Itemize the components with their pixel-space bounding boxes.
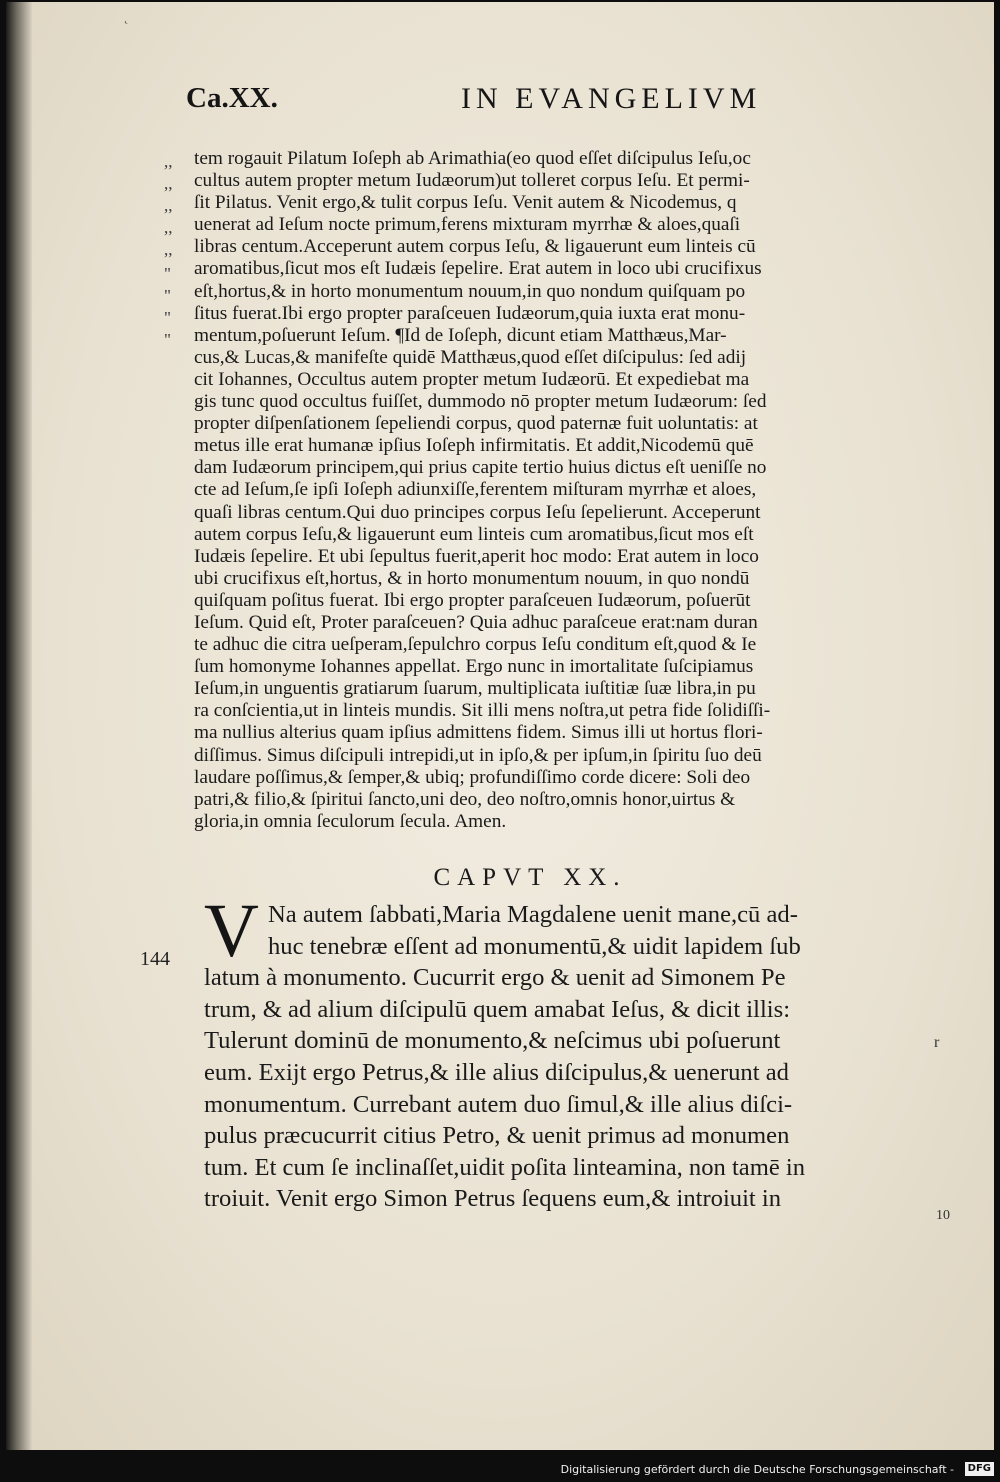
text-line: troiuit. Venit ergo Simon Petrus ſequens eum,& introiuit in — [204, 1185, 782, 1213]
text-line: tum. Et cum ſe inclinaſſet,uidit poſita linteamina, non tamē in — [204, 1153, 806, 1181]
text-line: metus ille erat humanæ ipſius Ioſeph infirmitatis. Et addit,Nicodemū quē — [194, 435, 754, 457]
text-line: ſit Pilatus. Venit ergo,& tulit corpus Ieſu. Venit autem & Nicodemus, q — [194, 192, 737, 214]
text-line: cultus autem propter metum Iudæorum)ut tolleret corpus Ieſu. Et permi- — [194, 170, 750, 192]
text-line: trum, & ad alium diſcipulū quem amabat Ieſus, & dicit illis: — [204, 995, 791, 1023]
quote-mark: " — [164, 264, 171, 283]
quote-mark: " — [164, 286, 171, 305]
quote-mark: " — [164, 308, 171, 327]
catchword-mark: 10 — [936, 1208, 950, 1223]
text-line: uenerat ad Ieſum nocte primum,ferens mixturam myrrhæ & aloes,quaſi — [194, 214, 741, 236]
text-line: ra conſcientia,ut in linteis mundis. Sit illi mens noſtra,ut petra fide ſolidiſſi- — [194, 700, 771, 722]
text-line: Ieſum,in unguentis gratiarum ſuarum, multiplicata iuſtitiæ ſuæ libra,in pu — [194, 678, 756, 700]
text-line: gloria,in omnia ſeculorum ſecula. Amen. — [194, 810, 507, 832]
page-header — [186, 82, 826, 122]
text-line: Tulerunt dominū de monumento,& neſcimus ubi poſuerunt — [204, 1027, 781, 1055]
gospel-text — [204, 889, 944, 1215]
page-number: 144 — [140, 948, 170, 970]
text-line: quiſquam poſitus fuerat. Ibi ergo propter paraſceuen Iudæorum, poſuerūt — [194, 589, 751, 611]
quote-mark: " — [164, 330, 171, 349]
text-line: ubi crucifixus eſt,hortus, & in horto monumentum nouum, in quo nondū — [194, 567, 750, 589]
digitization-footer — [0, 1458, 1000, 1482]
page-gutter-shadow — [6, 2, 32, 1450]
text-line: eum. Exijt ergo Petrus,& ille alius diſcipulus,& uenerunt ad — [204, 1058, 789, 1086]
text-line: cit Iohannes, Occultus autem propter metum Iudæorū. Et expediebat ma — [194, 368, 750, 390]
commentary-text — [194, 148, 934, 833]
text-line: propter diſpenſationem ſepeliendi corpus, quod paternæ fuit uoluntatis: at — [194, 413, 758, 435]
text-line: te adhuc die citra ueſperam,ſepulchro corpus Ieſu conditum eſt,quod & Ie — [194, 634, 757, 656]
text-line: patri,& filio,& ſpiritui ſancto,uni deo, deo noſtro,omnis honor,uirtus & — [194, 788, 736, 810]
text-line: libras centum.Acceperunt autem corpus Ieſu, & ligauerunt eum linteis cū — [194, 236, 756, 258]
text-line: pulus præcucurrit citius Petro, & uenit primus ad monumen — [204, 1122, 790, 1150]
quote-mark: ,, — [164, 174, 173, 193]
text-line: diſſimus. Simus diſcipuli intrepidi,ut in ipſo,& per ipſum,in ſpiritu ſuo deū — [194, 744, 762, 766]
quote-mark: ,, — [164, 152, 173, 171]
text-line: huc tenebræ eſſent ad monumentū,& uidit lapidem ſub — [268, 932, 801, 960]
book-page — [6, 2, 994, 1450]
funding-credit: Digitalisierung gefördert durch die Deutsche Forschungsgemeinschaft - — [560, 1463, 954, 1476]
text-line: laudare poſſimus,& ſemper,& ubiq; profundiſſimo corde dicere: Soli deo — [194, 766, 751, 788]
text-line: aromatibus,ſicut mos eſt Iudæis ſepelire. Erat autem in loco ubi crucifixus — [194, 258, 762, 280]
text-line: Ieſum. Quid eſt, Proter paraſceuen? Quia adhuc paraſceue erat:nam duran — [194, 611, 758, 633]
text-line: gis tunc quod occultus fuiſſet, dummodo nō propter metum Iudæorum: ſed — [194, 391, 767, 413]
text-line: autem corpus Ieſu,& ligauerunt eum linteis cum aromatibus,ſicut mos eſt — [194, 523, 754, 545]
chapter-signature: Ca.XX. — [186, 82, 278, 114]
text-line: cus,& Lucas,& manifeſte quidē Matthæus,quod eſſet diſcipulus: ſed adij — [194, 346, 747, 368]
chapter-heading: CAPVT XX. — [433, 864, 627, 891]
text-line: dam Iudæorum principem,qui prius capite tertio huius dictus eſt ueniſſe no — [194, 457, 767, 479]
text-line: eſt,hortus,& in horto monumentum nouum,in quo nondum quiſquam po — [194, 280, 746, 302]
text-line: mentum,poſuerunt Ieſum. ¶Id de Ioſeph, dicunt etiam Matthæus,Mar- — [194, 324, 727, 346]
text-line: Iudæis ſepelire. Et ubi ſepultus fuerit,aperit hoc modo: Erat autem in loco — [194, 545, 759, 567]
text-line: latum à monumento. Cucurrit ergo & uenit ad Simonem Pe — [204, 964, 786, 992]
running-title: IN EVANGELIVM — [461, 82, 762, 115]
text-line: Na autem ſabbati,Maria Magdalene uenit mane,cū ad- — [268, 901, 798, 928]
text-line: quaſi libras centum.Qui duo principes corpus Ieſu ſepelierunt. Acceperunt — [194, 501, 761, 523]
quote-mark: ,, — [164, 240, 173, 259]
text-line: monumentum. Currebant autem duo ſimul,& ille alius diſci- — [204, 1090, 793, 1118]
quote-mark: ,, — [164, 218, 173, 237]
right-margin-mark: r — [934, 1034, 940, 1051]
quote-mark: ,, — [164, 196, 173, 215]
text-line: ſitus fuerat.Ibi ergo propter paraſceuen Iudæorum,quia iuxta erat monu- — [194, 302, 746, 324]
text-line: ſum homonyme Iohannes appellat. Ergo nunc in imortalitate ſuſcipiamus — [194, 656, 754, 678]
top-margin-mark: ˛ — [124, 10, 129, 25]
text-line: ma nullius alterius quam ipſius admittens fidem. Simus illi ut hortus flori- — [194, 722, 763, 744]
dfg-logo: DFG — [965, 1462, 994, 1476]
text-line: tem rogauit Pilatum Ioſeph ab Arimathia(eo quod eſſet diſcipulus Ieſu,oc — [194, 148, 751, 169]
drop-cap: V — [204, 889, 259, 973]
text-line: cte ad Ieſum,ſe ipſi Ioſeph adiunxiſſe,ferentem miſturam myrrhæ et aloes, — [194, 479, 757, 501]
